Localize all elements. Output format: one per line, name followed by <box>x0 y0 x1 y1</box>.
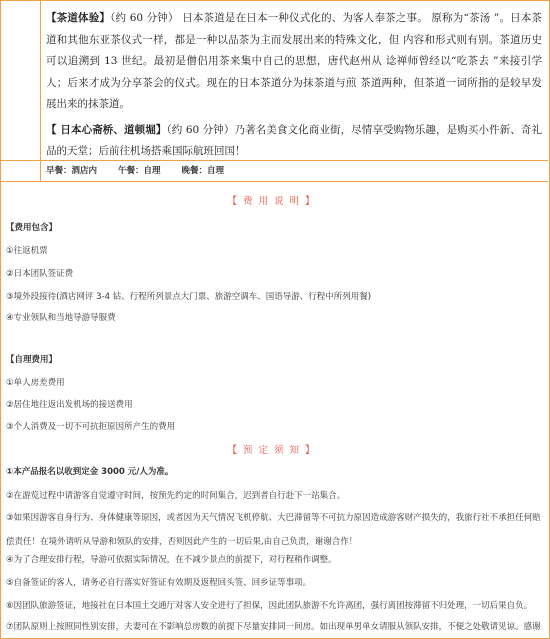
cost-section-title: 【费用说明】 <box>227 196 321 207</box>
excluded-item: ③个人消费及一切不可抗拒原因所产生的费用 <box>6 422 176 432</box>
lunch-label: 午餐：自理 <box>117 166 161 176</box>
notes-section-title: 【预定须知】 <box>227 445 321 456</box>
note-item: ②在游览过程中请游客自觉遵守时间，按预先约定的时间集合，迟到者自行赴下一站集合。 <box>6 491 346 501</box>
shopping-paragraph <box>46 120 542 163</box>
breakfast-label: 早餐：酒店内 <box>46 166 98 176</box>
tea-ceremony-text: （约 60 分钟） 日本茶道是在日本一种仪式化的、为客人奉茶之事。 原称为“茶汤 ”。日本茶道和其他东亚茶仪式一样，都是一种以品茶为主而发展出来的特殊文化，但 内容和形式则有别。茶道历史可以追溯到 13 世纪。最初是僧侣用茶来集中自己的思想，唐代赵州从 谂禅师曾经以“吃茶去 ”来接引学人；后来才成为分享茶会的仪式。现在的日本茶道分为抹茶道与煎 茶道两种，但茶道一词所指的是较早发展出来的抹茶道。 <box>46 12 542 110</box>
note-item: ⑦团队原则上按照同性别安排，夫妻可在不影响总房数的前提下尽量安排同一间房。如出现单男单女请服从领队安排，不便之处敬请见谅。感谢 <box>6 622 541 632</box>
itinerary-content <box>46 8 542 163</box>
note-item: ⑤自备签证的客人，请务必自行落实好签证有效期及返程回头签、回乡证等事项。 <box>6 578 312 588</box>
itinerary-block <box>0 0 548 160</box>
excluded-heading: 【自理费用】 <box>6 355 58 365</box>
included-item: ①往返机票 <box>6 246 48 256</box>
tea-ceremony-keyword: 【茶道体验】 <box>46 12 111 24</box>
included-item: ③境外段接待(酒店网评 3-4 钻、行程所列景点大门票、旅游空调车、国语导游、行程中所列用餐) <box>6 292 372 302</box>
meals-text <box>46 161 242 181</box>
meals-row <box>0 160 548 182</box>
excluded-item: ②居住地往返出发机场的接送费用 <box>6 400 133 410</box>
meals-left-column <box>0 161 41 181</box>
shopping-keyword: 【 日本心斋桥、道顿堀】 <box>46 123 167 136</box>
note-item: ③如果因游客自身行为、身体健康等原因，或者因为天气情况飞机停航、大巴滞留等不可抗力原因造成游客财产损失的，我旅行社不承担任何赔偿责任！在境外请听从导游和领队的安排，否则因此产生的一切后果,由自己负责，谢谢合作！ <box>6 513 541 547</box>
dinner-label: 晚餐：自理 <box>181 166 224 176</box>
included-item: ④专业领队和当地导游导服费 <box>6 313 116 323</box>
note-item: ⑥因团队旅游签证，地接社在日本国土交通厅对客人安全进行了担保，因此团队旅游不允许离团，强行离团按滞留不归处理，一切后果自负。 <box>6 601 533 611</box>
included-heading: 【费用包含】 <box>6 223 58 233</box>
note-item: ④为了合理安排行程，导游可依据实际情况，在不减少景点的前提下，对行程稍作调整。 <box>6 555 337 565</box>
itinerary-day-column <box>0 0 41 160</box>
tea-paragraph <box>46 8 542 116</box>
shopping-text: （约 60 分钟）乃著名美食文化商业街，尽情享受购物乐趣，是购买小件新、奇礼品的天堂；后前往机场搭乘国际航班回国！ <box>46 123 542 157</box>
included-item: ②日本团队签证费 <box>6 269 74 279</box>
excluded-item: ①单人房差费用 <box>6 378 65 388</box>
note-item: ①本产品报名以收到定金 3000 元/人为准。 <box>6 467 174 477</box>
